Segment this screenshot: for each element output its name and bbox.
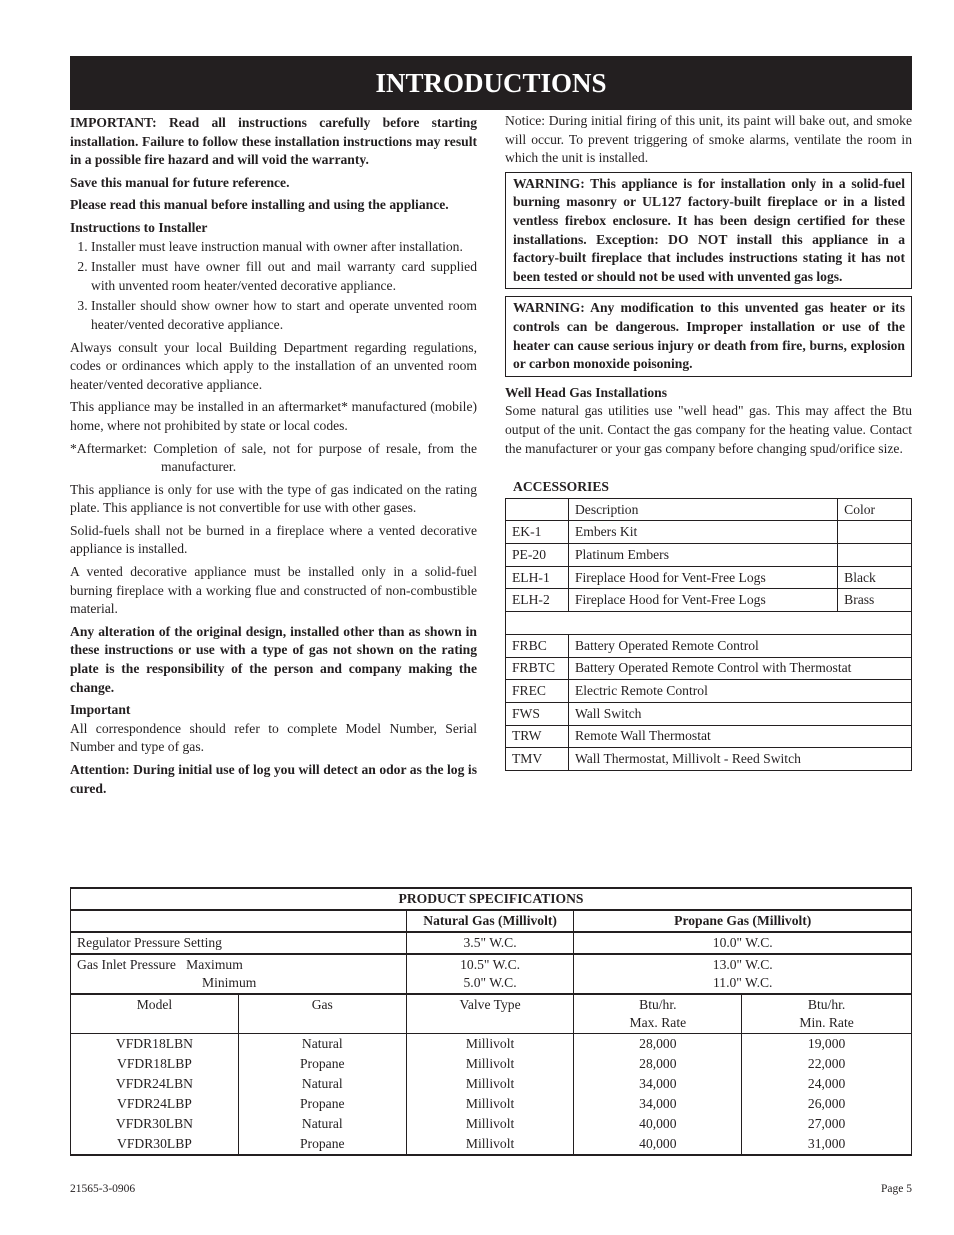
table-row (71, 1134, 912, 1155)
valve-cell: Millivolt (406, 1094, 574, 1114)
page-title-banner (70, 56, 912, 110)
table-header-row (506, 498, 912, 521)
accessories-table (505, 498, 912, 771)
table-row (506, 657, 912, 680)
accessory-color (838, 544, 912, 567)
table-row (506, 702, 912, 725)
accessory-description: Embers Kit (568, 521, 837, 544)
left-column (70, 114, 477, 802)
col-max-label: Max. Rate (629, 1015, 687, 1030)
min-rate-cell: 26,000 (742, 1094, 912, 1114)
accessory-color: Black (838, 566, 912, 589)
accessory-code: FREC (506, 680, 569, 703)
accessory-code: PE-20 (506, 544, 569, 567)
table-row (71, 1074, 912, 1094)
accessory-description: Platinum Embers (568, 544, 837, 567)
alteration-warning: Any alteration of the original design, installed other than as shown in these instructions or use with a type of gas not shown on the rating plate is the responsibility of the person and company making the change. (70, 623, 477, 695)
inlet-propane-min: 11.0" W.C. (713, 975, 773, 990)
accessory-color: Brass (838, 589, 912, 612)
valve-cell: Millivolt (406, 1074, 574, 1094)
table-row (506, 589, 912, 612)
list-item: 3. Installer should show owner how to start and operate unvented room heater/vented decorative appliance. (91, 297, 477, 334)
spacer-cell (506, 612, 912, 635)
inlet-pressure-row (71, 954, 912, 994)
min-rate-cell: 24,000 (742, 1074, 912, 1094)
table-row (71, 1054, 912, 1074)
aftermarket-install-text: This appliance may be installed in an aftermarket* manufactured (mobile) home, where not prohibited by state or local codes. (70, 399, 477, 433)
inlet-pressure-label (71, 954, 407, 994)
valve-cell: Millivolt (406, 1054, 574, 1074)
gas-cell: Natural (238, 1114, 406, 1134)
table-row (506, 566, 912, 589)
table-row (506, 725, 912, 748)
aftermarket-definition: *Aftermarket: Completion of sale, not for purpose of resale, from the manufacturer. (70, 440, 477, 475)
col-btu-label: Btu/hr. (639, 997, 677, 1012)
col-btu-label: Btu/hr. (807, 997, 846, 1012)
table-row (506, 748, 912, 771)
warning-box-installation: WARNING: This appliance is for installation only in a solid-fuel burning masonry or UL127 factory-built fireplace or in a listed ventless firebox enclosure. It has been design certified for these installations. Exception: DO NOT install this appliance in a factory-built fireplace that includes instructions stating it has not been tested or should not be used with unvented gas logs. (505, 172, 912, 290)
inlet-min-label: Minimum (202, 975, 257, 990)
gas-type-text: This appliance is only for use with the type of gas indicated on the rating plate. This appliance is not convertible for use with other gases. (70, 481, 477, 516)
accessory-code: ELH-1 (506, 566, 569, 589)
col-valve: Valve Type (406, 994, 574, 1034)
valve-cell: Millivolt (406, 1134, 574, 1155)
header-code (506, 498, 569, 521)
min-rate-cell: 27,000 (742, 1114, 912, 1134)
well-head-text: Some natural gas utilities use "well head" gas. This may affect the Btu output of the unit. Contact the gas company for the heating value. Contact the manufacturer or your gas company before changing spud/orifice size. (505, 403, 912, 456)
gas-cell: Propane (238, 1134, 406, 1155)
min-rate-cell: 19,000 (742, 1034, 912, 1055)
col-model: Model (71, 994, 239, 1034)
page-title: INTRODUCTIONS (375, 67, 607, 98)
notice-text: Notice: During initial firing of this unit, its paint will bake out, and smoke will occur. To prevent triggering of smoke alarms, ventilate the room in which the unit is installed. (505, 113, 912, 166)
important-heading: Important (70, 702, 131, 718)
attention-note: Attention: During initial use of log you will detect an odor as the log is cured. (70, 762, 477, 796)
inlet-natural (406, 954, 574, 994)
accessory-description: Battery Operated Remote Control with Thermostat (568, 657, 911, 680)
accessory-description: Wall Switch (568, 702, 911, 725)
max-rate-cell: 40,000 (574, 1134, 742, 1155)
accessory-description: Electric Remote Control (568, 680, 911, 703)
accessory-description: Wall Thermostat, Millivolt - Reed Switch (568, 748, 911, 771)
page-number: Page 5 (881, 1183, 912, 1195)
installer-list (70, 238, 477, 335)
col-gas: Gas (238, 994, 406, 1034)
accessory-code: TRW (506, 725, 569, 748)
correspondence-text: All correspondence should refer to complete Model Number, Serial Number and type of gas. (70, 720, 477, 755)
table-spacer-row (506, 612, 912, 635)
solid-fuels-text: Solid-fuels shall not be burned in a fireplace where a vented decorative appliance is installed. (70, 522, 477, 557)
model-header-row (71, 994, 912, 1034)
inlet-label: Gas Inlet Pressure (77, 957, 176, 972)
inlet-propane-max: 13.0" W.C. (712, 957, 773, 972)
natural-gas-header: Natural Gas (Millivolt) (406, 910, 574, 932)
col-min-rate (742, 994, 912, 1034)
well-head-heading: Well Head Gas Installations (505, 384, 668, 400)
max-rate-cell: 34,000 (574, 1074, 742, 1094)
inlet-natural-min: 5.0" W.C. (463, 975, 517, 990)
accessory-code: FWS (506, 702, 569, 725)
table-row (506, 544, 912, 567)
blank-header-cell (71, 910, 407, 932)
accessory-code: TMV (506, 748, 569, 771)
table-row (71, 1114, 912, 1134)
specs-gas-header-row (71, 910, 912, 932)
header-color: Color (838, 498, 912, 521)
list-item: 1. Installer must leave instruction manual with owner after installation. (91, 238, 477, 257)
min-rate-cell: 22,000 (742, 1054, 912, 1074)
inlet-natural-max: 10.5" W.C. (460, 957, 521, 972)
table-row (506, 680, 912, 703)
specs-title-row (71, 888, 912, 910)
min-rate-cell: 31,000 (742, 1134, 912, 1155)
accessory-description: Fireplace Hood for Vent-Free Logs (568, 566, 837, 589)
regulator-propane: 10.0" W.C. (574, 932, 912, 954)
accessory-code: FRBTC (506, 657, 569, 680)
please-read-note: Please read this manual before installing and using the appliance. (70, 197, 449, 213)
accessory-description: Fireplace Hood for Vent-Free Logs (568, 589, 837, 612)
table-row (506, 521, 912, 544)
col-max-rate (574, 994, 742, 1034)
accessories-title: ACCESSORIES (513, 479, 609, 495)
inlet-propane (574, 954, 912, 994)
gas-cell: Propane (238, 1094, 406, 1114)
accessory-description: Remote Wall Thermostat (568, 725, 911, 748)
regulator-label: Regulator Pressure Setting (71, 932, 407, 954)
table-row (71, 1034, 912, 1055)
consult-building-text: Always consult your local Building Department regarding regulations, codes or ordinances which apply to the installation of an unvented room heater/vented decorative appliance. (70, 339, 477, 392)
accessory-code: FRBC (506, 634, 569, 657)
doc-number: 21565-3-0906 (70, 1183, 136, 1195)
warning-box-modification: WARNING: Any modification to this unvented gas heater or its controls can be dangerous. Improper installation or use of the heater can cause serious injury or death from fire, burns, explosion or carbon monoxide poisoning. (505, 296, 912, 376)
right-column (505, 112, 912, 771)
installer-heading: Instructions to Installer (70, 219, 208, 235)
list-item: 2. Installer must have owner fill out and mail warranty card supplied with unvented room heater/vented decorative appliance. (91, 258, 477, 295)
model-cell: VFDR18LBP (71, 1054, 239, 1074)
important-notice: IMPORTANT: Read all instructions carefully before starting installation. Failure to follow these installation instructions may result in a possible fire hazard and will void the warranty. (70, 115, 477, 168)
vented-install-text: A vented decorative appliance must be installed only in a solid-fuel burning fireplace with a working flue and constructed of non-combustible material. (70, 564, 477, 617)
valve-cell: Millivolt (406, 1114, 574, 1134)
accessory-code: ELH-2 (506, 589, 569, 612)
table-row (506, 634, 912, 657)
gas-cell: Natural (238, 1074, 406, 1094)
table-row (71, 1094, 912, 1114)
regulator-natural: 3.5" W.C. (406, 932, 574, 954)
inlet-max-label: Maximum (186, 957, 243, 972)
max-rate-cell: 34,000 (574, 1094, 742, 1114)
header-description: Description (568, 498, 837, 521)
col-min-label: Min. Rate (799, 1015, 854, 1030)
regulator-row (71, 932, 912, 954)
propane-gas-header: Propane Gas (Millivolt) (574, 910, 912, 932)
model-cell: VFDR24LBN (71, 1074, 239, 1094)
gas-cell: Natural (238, 1034, 406, 1055)
max-rate-cell: 40,000 (574, 1114, 742, 1134)
max-rate-cell: 28,000 (574, 1034, 742, 1055)
gas-cell: Propane (238, 1054, 406, 1074)
accessory-description: Battery Operated Remote Control (568, 634, 911, 657)
product-specifications-table (70, 887, 912, 1156)
save-manual-note: Save this manual for future reference. (70, 174, 290, 190)
accessory-color (838, 521, 912, 544)
model-cell: VFDR24LBP (71, 1094, 239, 1114)
model-cell: VFDR30LBP (71, 1134, 239, 1155)
accessory-code: EK-1 (506, 521, 569, 544)
valve-cell: Millivolt (406, 1034, 574, 1055)
specs-title: PRODUCT SPECIFICATIONS (71, 888, 912, 910)
model-cell: VFDR30LBN (71, 1114, 239, 1134)
model-cell: VFDR18LBN (71, 1034, 239, 1055)
max-rate-cell: 28,000 (574, 1054, 742, 1074)
